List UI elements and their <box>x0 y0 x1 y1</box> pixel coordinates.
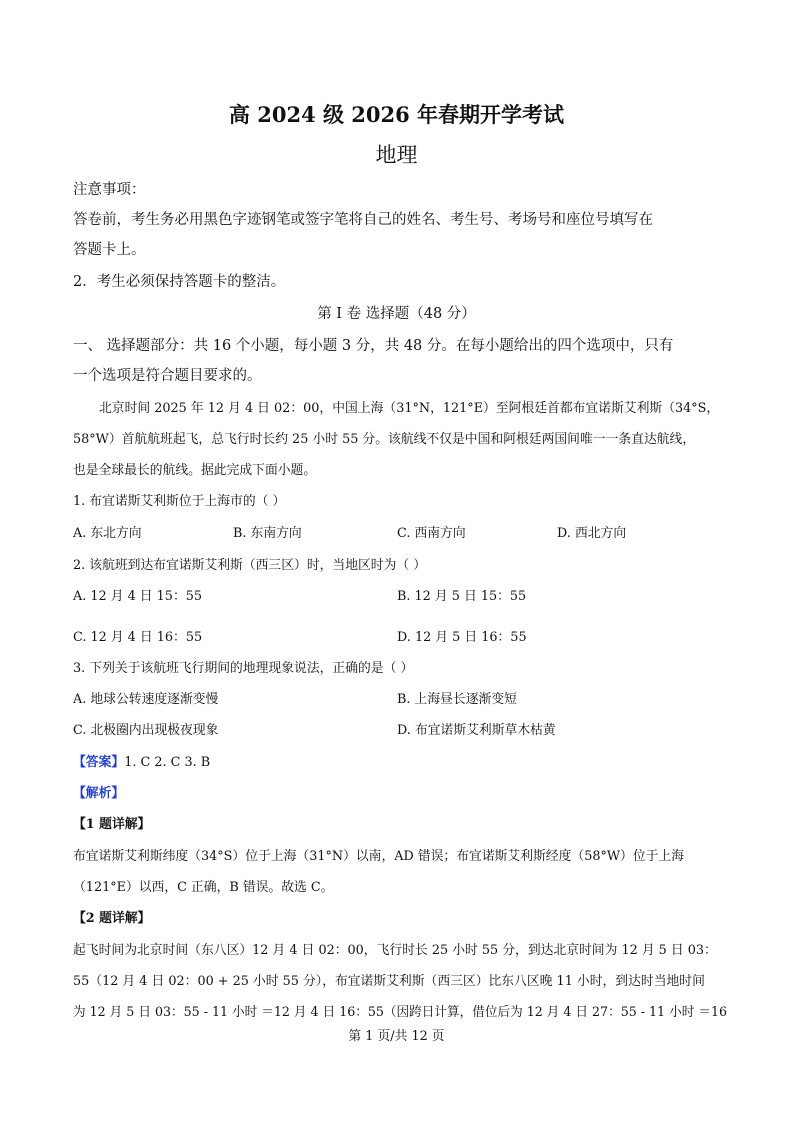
detail-1-line-2: （121°E）以西，C 正确，B 错误。故选 C。 <box>73 880 334 895</box>
question-3-option-c: C. 北极圈内出现极夜现象 <box>73 723 219 738</box>
detail-2-line-3: 为 12 月 5 日 03：55 - 11 小时 ＝12 月 4 日 16：55（因跨日计算，借位后为 12 月 4 日 27：55 - 11 小时 ＝16 <box>73 1005 727 1020</box>
question-3-stem: 3. 下列关于该航班飞行期间的地理现象说法，正确的是（ ） <box>73 661 414 676</box>
question-1-option-d: D. 西北方向 <box>557 526 627 541</box>
question-2-option-d: D. 12 月 5 日 16：55 <box>397 630 527 645</box>
section-intro-a: 一、 选择题部分：共 16 个小题，每小题 3 分，共 48 分。在每小题给出的四个选项中，只有 <box>73 338 674 354</box>
question-1-option-a: A. 东北方向 <box>73 526 142 541</box>
question-1-option-b: B. 东南方向 <box>233 526 302 541</box>
question-3-option-d: D. 布宜诺斯艾利斯草木枯黄 <box>397 723 556 738</box>
exam-title: 高 2024 级 2026 年春期开学考试 <box>228 102 565 127</box>
answer-row <box>73 751 210 770</box>
section-intro-b: 一个选项是符合题目要求的。 <box>73 368 262 384</box>
detail-2-label: 【2 题详解】 <box>73 911 151 926</box>
question-3-option-a: A. 地球公转速度逐渐变慢 <box>73 692 219 707</box>
question-1-stem: 1. 布宜诺斯艾利斯位于上海市的（ ） <box>73 494 286 509</box>
question-2-option-c: C. 12 月 4 日 16：55 <box>73 630 203 645</box>
detail-2-line-2: 55（12 月 4 日 02：00 + 25 小时 55 分），布宜诺斯艾利斯（西三区）比东八区晚 11 小时，到达时当地时间 <box>73 974 705 989</box>
question-2-option-b: B. 12 月 5 日 15：55 <box>397 589 527 604</box>
passage-line-2: 58°W）首航航班起飞，总飞行时长约 25 小时 55 分。该航线不仅是中国和阿根廷两国间唯一一条直达航线， <box>73 432 696 447</box>
detail-1-line-1: 布宜诺斯艾利斯纬度（34°S）位于上海（31°N）以南，AD 错误；布宜诺斯艾利斯经度（58°W）位于上海 <box>73 849 685 864</box>
answer-values: 1. C 2. C 3. B <box>124 755 211 770</box>
detail-2-line-1: 起飞时间为北京时间（东八区）12 月 4 日 02：00，飞行时长 25 小时 55 分，到达北京时间为 12 月 5 日 03： <box>73 943 717 958</box>
subject-title: 地理 <box>375 143 418 167</box>
passage-line-3: 也是全球最长的航线。据此完成下面小题。 <box>73 463 317 478</box>
notice-line-1a: 答卷前，考生务必用黑色字迹钢笔或签字笔将自己的姓名、考生号、考场号和座位号填写在 <box>73 212 653 228</box>
notice-heading: 注意事项： <box>73 182 146 198</box>
question-2-option-a: A. 12 月 4 日 15：55 <box>73 589 203 604</box>
notice-line-1b: 答题卡上。 <box>73 242 146 258</box>
question-2-stem: 2. 该航班到达布宜诺斯艾利斯（西三区）时，当地区时为（ ） <box>73 558 427 573</box>
page-number: 第 1 页/共 12 页 <box>348 1029 445 1044</box>
notice-line-2: 2．考生必须保持答题卡的整洁。 <box>73 274 286 290</box>
question-3-option-b: B. 上海昼长逐渐变短 <box>397 692 517 707</box>
answer-label: 【答案】 <box>73 755 125 770</box>
analysis-label: 【解析】 <box>73 786 125 801</box>
detail-1-label: 【1 题详解】 <box>73 817 151 832</box>
section-title: 第 I 卷 选择题（48 分） <box>317 306 476 322</box>
question-1-option-c: C. 西南方向 <box>397 526 466 541</box>
passage-line-1: 北京时间 2025 年 12 月 4 日 02：00，中国上海（31°N，121°E）至阿根廷首都布宜诺斯艾利斯（34°S， <box>99 401 720 416</box>
